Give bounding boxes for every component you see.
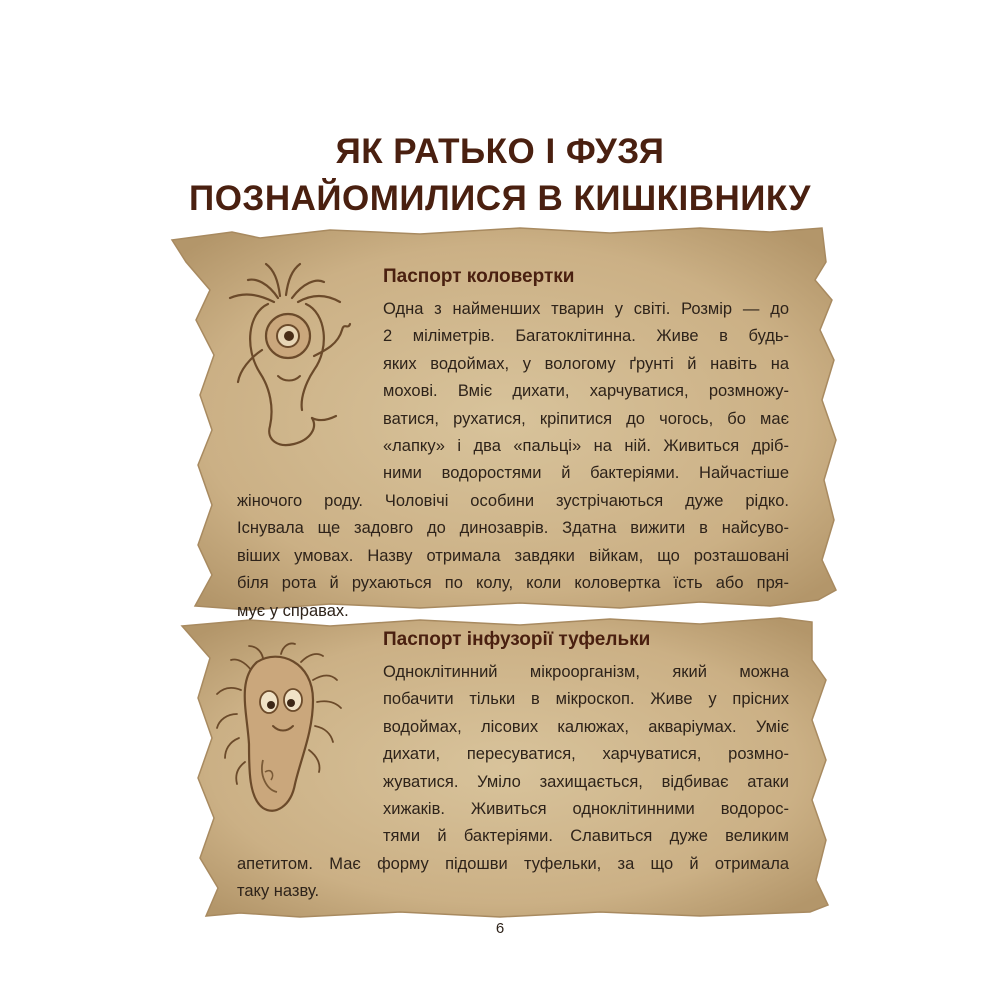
rotifer-illustration	[208, 258, 368, 458]
section-1-line: біля рота й рухаються по колу, коли коловертка їсть або пря-	[237, 574, 789, 593]
section-1-line: Одна з найменших тварин у світі. Розмір — до	[383, 300, 789, 318]
section-1-line: ватися, рухатися, кріпитися до чогось, бо має	[383, 409, 789, 428]
paramecium-illustration	[205, 640, 365, 830]
section-2-line: тями й бактеріями. Славиться дуже великим	[383, 827, 789, 846]
section-2-body	[383, 659, 789, 851]
section-2-line: хижаків. Живиться одноклітинними водорос-	[383, 799, 789, 818]
section-1-heading: Паспорт коловертки	[383, 266, 575, 287]
section-1-line: 2 міліметрів. Багатоклітинна. Живе в будь-	[383, 327, 789, 346]
section-1-body	[383, 296, 789, 488]
section-2-heading: Паспорт інфузорії туфельки	[383, 629, 651, 650]
section-2-line: апетитом. Має форму підошви туфельки, за що й отримала	[237, 855, 789, 873]
section-1-line: мохові. Вміє дихати, харчуватися, розмножу-	[383, 382, 789, 401]
section-1-line: «лапку» і два «пальці» на ній. Живиться дріб-	[383, 436, 789, 455]
section-2-line: водоймах, лісових калюжах, акваріумах. Уміє	[383, 717, 789, 736]
page-number: 6	[495, 920, 505, 937]
section-1-line: Існувала ще задовго до динозаврів. Здатна вижити в найсуво-	[237, 519, 789, 538]
section-2-body-wide	[237, 851, 789, 906]
section-1-line: яких водоймах, у вологому ґрунті й навіть на	[383, 354, 789, 373]
section-1-body-wide	[237, 488, 789, 625]
section-1-line: віших умовах. Назву отримала завдяки війкам, що розташовані	[237, 546, 789, 565]
section-1-line: ними водоростями й бактеріями. Найчастіше	[383, 464, 789, 483]
section-1-line: мує у справах.	[237, 601, 349, 620]
section-2-line: побачити тільки в мікроскоп. Живе у прісних	[383, 690, 789, 709]
title-line-2: ПОЗНАЙОМИЛИСЯ В КИШКІВНИКУ	[189, 179, 811, 218]
section-2-line: Одноклітинний мікроорганізм, який можна	[383, 663, 789, 681]
title-line-1: ЯК РАТЬКО І ФУЗЯ	[335, 132, 665, 171]
section-2-line: жуватися. Уміло захищається, відбиває атаки	[383, 772, 789, 791]
section-1-line: жіночого роду. Чоловічі особини зустрічаються дуже рідко.	[237, 492, 789, 510]
section-2-line: дихати, пересуватися, харчуватися, розмно-	[383, 745, 789, 764]
section-2-line: таку назву.	[237, 882, 320, 901]
